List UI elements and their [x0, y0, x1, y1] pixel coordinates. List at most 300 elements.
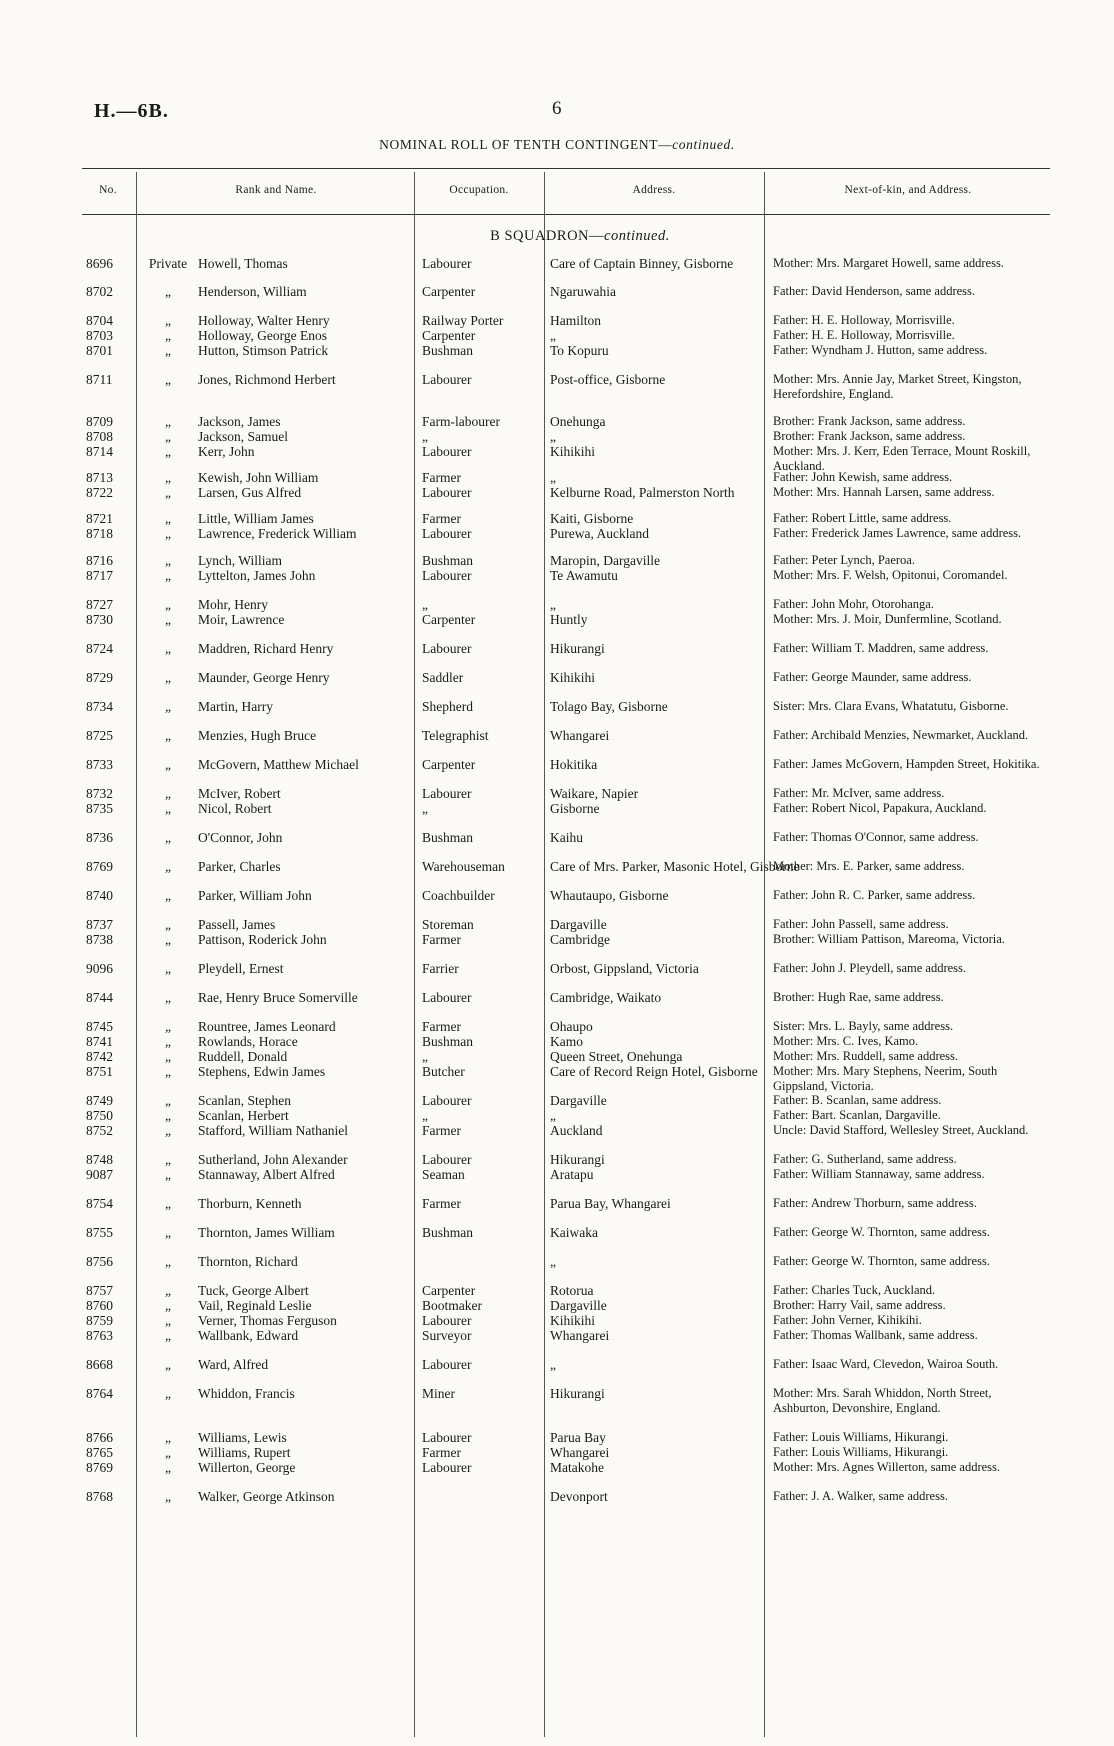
- roll-number: 8708: [86, 429, 113, 444]
- address: Care of Mrs. Parker, Masonic Hotel, Gisborne: [550, 859, 800, 874]
- address: Kaiwaka: [550, 1225, 598, 1240]
- name: Larsen, Gus Alfred: [198, 485, 302, 500]
- name: McGovern, Matthew Michael: [198, 757, 359, 772]
- rank: „: [165, 470, 171, 485]
- name: Jones, Richmond Herbert: [198, 372, 336, 387]
- address: Kamo: [550, 1034, 583, 1049]
- rank: „: [165, 1093, 171, 1108]
- next-of-kin: Brother: Hugh Rae, same address.: [773, 990, 944, 1004]
- roll-number: 9087: [86, 1167, 113, 1182]
- name: Scanlan, Herbert: [198, 1108, 289, 1123]
- rank: „: [165, 990, 171, 1005]
- address: „: [550, 470, 556, 485]
- next-of-kin: Father: William Stannaway, same address.: [773, 1167, 985, 1181]
- address: Dargaville: [550, 1298, 607, 1313]
- address: Kihikihi: [550, 1313, 596, 1328]
- name: Ruddell, Donald: [198, 1049, 288, 1064]
- next-of-kin: Brother: Frank Jackson, same address.: [773, 429, 966, 443]
- name: Pleydell, Ernest: [198, 961, 284, 976]
- address: Queen Street, Onehunga: [550, 1049, 683, 1064]
- address: Care of Record Reign Hotel, Gisborne: [550, 1064, 758, 1079]
- address: Waikare, Napier: [550, 786, 639, 801]
- column-divider: [544, 172, 545, 1737]
- page-number: 6: [552, 98, 562, 119]
- rank: „: [165, 859, 171, 874]
- series-code: H.—6B.: [94, 100, 169, 122]
- rank: „: [165, 444, 171, 459]
- address: Parua Bay: [550, 1430, 606, 1445]
- address: Cambridge: [550, 932, 610, 947]
- name: Tuck, George Albert: [198, 1283, 309, 1298]
- next-of-kin: Father: H. E. Holloway, Morrisville.: [773, 313, 955, 327]
- occupation: Farmer: [422, 932, 461, 947]
- address: „: [550, 597, 556, 612]
- rank: „: [165, 1328, 171, 1343]
- next-of-kin: Father: Bart. Scanlan, Dargaville.: [773, 1108, 941, 1122]
- next-of-kin: Mother: Mrs. F. Welsh, Opitonui, Coromandel.: [773, 568, 1008, 582]
- next-of-kin: Father: Frederick James Lawrence, same address.: [773, 526, 1022, 540]
- name: Williams, Lewis: [198, 1430, 287, 1445]
- next-of-kin: Father: George W. Thornton, same address.: [773, 1254, 990, 1268]
- rank: „: [165, 830, 171, 845]
- address: Kihikihi: [550, 670, 596, 685]
- page-title: [0, 137, 1114, 153]
- rank: „: [165, 526, 171, 541]
- address: Hamilton: [550, 313, 601, 328]
- occupation: Saddler: [422, 670, 464, 685]
- occupation: Bushman: [422, 343, 474, 358]
- next-of-kin: Mother: Mrs. Margaret Howell, same address.: [773, 256, 1004, 270]
- next-of-kin: Mother: Mrs. Agnes Willerton, same address.: [773, 1460, 1001, 1474]
- column-header-address: Address.: [632, 184, 676, 196]
- roll-number: 8702: [86, 284, 113, 299]
- next-of-kin: Brother: Harry Vail, same address.: [773, 1298, 946, 1312]
- address: Rotorua: [550, 1283, 594, 1298]
- rank: „: [165, 1167, 171, 1182]
- name: Mohr, Henry: [198, 597, 268, 612]
- rank: „: [165, 1445, 171, 1460]
- name: McIver, Robert: [198, 786, 281, 801]
- next-of-kin: Father: Thomas O'Connor, same address.: [773, 830, 979, 844]
- rank: „: [165, 1460, 171, 1475]
- roll-number: 8740: [86, 888, 113, 903]
- roll-number: 8769: [86, 859, 113, 874]
- occupation: Labourer: [422, 990, 472, 1005]
- rank: „: [165, 1313, 171, 1328]
- name: Stannaway, Albert Alfred: [198, 1167, 335, 1182]
- address: Hokitika: [550, 757, 598, 772]
- rank: „: [165, 917, 171, 932]
- rank: „: [165, 670, 171, 685]
- address: Orbost, Gippsland, Victoria: [550, 961, 699, 976]
- occupation: Labourer: [422, 1357, 472, 1372]
- address: „: [550, 328, 556, 343]
- roll-number: 8766: [86, 1430, 113, 1445]
- page-title-continued: continued.: [672, 137, 735, 152]
- rank: „: [165, 757, 171, 772]
- next-of-kin: Father: John Kewish, same address.: [773, 470, 953, 484]
- name: Parker, William John: [198, 888, 312, 903]
- roll-number: 8718: [86, 526, 113, 541]
- occupation: Carpenter: [422, 328, 476, 343]
- roll-number: 8709: [86, 414, 113, 429]
- roll-number: 8764: [86, 1386, 113, 1401]
- occupation: Labourer: [422, 444, 472, 459]
- occupation: Labourer: [422, 485, 472, 500]
- occupation: Farmer: [422, 1019, 461, 1034]
- rank: „: [165, 932, 171, 947]
- address: Kaiti, Gisborne: [550, 511, 634, 526]
- address: Care of Captain Binney, Gisborne: [550, 256, 734, 271]
- address: Te Awamutu: [550, 568, 618, 583]
- roll-number: 8711: [86, 372, 113, 387]
- next-of-kin: Brother: Frank Jackson, same address.: [773, 414, 966, 428]
- occupation: Farmer: [422, 1123, 461, 1138]
- rank: „: [165, 786, 171, 801]
- rank: „: [165, 1357, 171, 1372]
- name: Willerton, George: [198, 1460, 296, 1475]
- next-of-kin: Father: John J. Pleydell, same address.: [773, 961, 967, 975]
- rank: „: [165, 1064, 171, 1079]
- next-of-kin: Brother: William Pattison, Mareoma, Victoria.: [773, 932, 1005, 946]
- name: Thornton, James William: [198, 1225, 335, 1240]
- rank: „: [165, 699, 171, 714]
- address: Gisborne: [550, 801, 600, 816]
- next-of-kin: Father: G. Sutherland, same address.: [773, 1152, 957, 1166]
- rank: „: [165, 328, 171, 343]
- name: Williams, Rupert: [198, 1445, 291, 1460]
- roll-number: 8748: [86, 1152, 113, 1167]
- name: Passell, James: [198, 917, 276, 932]
- name: Walker, George Atkinson: [198, 1489, 335, 1504]
- occupation: Farm-labourer: [422, 414, 500, 429]
- rank: „: [165, 1298, 171, 1313]
- roll-number: 8735: [86, 801, 113, 816]
- rank: „: [165, 511, 171, 526]
- name: Sutherland, John Alexander: [198, 1152, 348, 1167]
- roll-number: 8760: [86, 1298, 113, 1313]
- occupation: Farrier: [422, 961, 459, 976]
- name: Nicol, Robert: [198, 801, 272, 816]
- name: Lawrence, Frederick William: [198, 526, 357, 541]
- occupation: Railway Porter: [422, 313, 504, 328]
- roll-number: 8734: [86, 699, 113, 714]
- roll-number: 8701: [86, 343, 113, 358]
- next-of-kin: Mother: Mrs. J. Kerr, Eden Terrace, Mount Roskill, Auckland.: [773, 444, 1031, 473]
- next-of-kin: Father: George Maunder, same address.: [773, 670, 972, 684]
- name: Thorburn, Kenneth: [198, 1196, 302, 1211]
- rank: „: [165, 1049, 171, 1064]
- next-of-kin: Father: Andrew Thorburn, same address.: [773, 1196, 977, 1210]
- rank: „: [165, 343, 171, 358]
- next-of-kin: Father: David Henderson, same address.: [773, 284, 976, 298]
- rank: „: [165, 1108, 171, 1123]
- rank: „: [165, 553, 171, 568]
- name: Maddren, Richard Henry: [198, 641, 334, 656]
- occupation: Bushman: [422, 830, 474, 845]
- roll-number: 8765: [86, 1445, 113, 1460]
- next-of-kin: Father: B. Scanlan, same address.: [773, 1093, 942, 1107]
- column-header-rank-name: Rank and Name.: [235, 184, 317, 196]
- address: Maropin, Dargaville: [550, 553, 660, 568]
- next-of-kin: Father: William T. Maddren, same address.: [773, 641, 989, 655]
- occupation: Labourer: [422, 568, 472, 583]
- next-of-kin: Father: Wyndham J. Hutton, same address.: [773, 343, 988, 357]
- address: Whangarei: [550, 728, 610, 743]
- roll-number: 8727: [86, 597, 113, 612]
- next-of-kin: Father: John Verner, Kihikihi.: [773, 1313, 922, 1327]
- name: Rae, Henry Bruce Somerville: [198, 990, 358, 1005]
- roll-number: 8751: [86, 1064, 113, 1079]
- name: Lyttelton, James John: [198, 568, 316, 583]
- occupation: Butcher: [422, 1064, 465, 1079]
- rank: „: [165, 1489, 171, 1504]
- roll-number: 8750: [86, 1108, 113, 1123]
- next-of-kin: Mother: Mrs. Ruddell, same address.: [773, 1049, 959, 1063]
- column-divider: [136, 172, 137, 1737]
- occupation: Carpenter: [422, 284, 476, 299]
- rank: „: [165, 1254, 171, 1269]
- next-of-kin: Father: Charles Tuck, Auckland.: [773, 1283, 936, 1297]
- next-of-kin: Mother: Mrs. Sarah Whiddon, North Street, Ashburton, Devonshire, England.: [773, 1386, 992, 1415]
- address: Hikurangi: [550, 1152, 605, 1167]
- roll-number: 8729: [86, 670, 113, 685]
- next-of-kin: Father: Robert Little, same address.: [773, 511, 952, 525]
- address: Kelburne Road, Palmerston North: [550, 485, 735, 500]
- name: Rountree, James Leonard: [198, 1019, 336, 1034]
- roll-number: 8704: [86, 313, 113, 328]
- occupation: Labourer: [422, 1313, 472, 1328]
- roll-number: 8757: [86, 1283, 113, 1298]
- rank: „: [165, 284, 171, 299]
- next-of-kin: Father: James McGovern, Hampden Street, Hokitika.: [773, 757, 1040, 771]
- next-of-kin: Mother: Mrs. Annie Jay, Market Street, Kingston, Herefordshire, England.: [773, 372, 1022, 401]
- name: Holloway, Walter Henry: [198, 313, 330, 328]
- address: Hikurangi: [550, 641, 605, 656]
- rank: „: [165, 414, 171, 429]
- rank: „: [165, 1019, 171, 1034]
- column-header-occupation: Occupation.: [449, 184, 509, 196]
- roll-number: 8754: [86, 1196, 113, 1211]
- column-header-no: No.: [99, 184, 117, 196]
- column-divider: [764, 172, 765, 1737]
- roll-number: 8703: [86, 328, 113, 343]
- next-of-kin: Father: Robert Nicol, Papakura, Auckland.: [773, 801, 987, 815]
- rank: Private: [148, 256, 188, 271]
- next-of-kin: Mother: Mrs. C. Ives, Kamo.: [773, 1034, 919, 1048]
- rank: „: [165, 372, 171, 387]
- address: Parua Bay, Whangarei: [550, 1196, 671, 1211]
- roll-number: 8722: [86, 485, 113, 500]
- address: Dargaville: [550, 1093, 607, 1108]
- section-continued: continued.: [604, 228, 670, 244]
- address: „: [550, 1357, 556, 1372]
- next-of-kin: Father: J. A. Walker, same address.: [773, 1489, 948, 1503]
- occupation: Labourer: [422, 786, 472, 801]
- rank: „: [165, 1225, 171, 1240]
- name: Stafford, William Nathaniel: [198, 1123, 349, 1138]
- rank: „: [165, 597, 171, 612]
- next-of-kin: Father: Louis Williams, Hikurangi.: [773, 1430, 949, 1444]
- roll-number: 8768: [86, 1489, 113, 1504]
- occupation: Shepherd: [422, 699, 473, 714]
- occupation: Bootmaker: [422, 1298, 482, 1313]
- name: Jackson, James: [198, 414, 281, 429]
- rank: „: [165, 313, 171, 328]
- address: „: [550, 1108, 556, 1123]
- rank: „: [165, 485, 171, 500]
- rank: „: [165, 1283, 171, 1298]
- roll-number: 8736: [86, 830, 113, 845]
- rank: „: [165, 888, 171, 903]
- next-of-kin: Father: George W. Thornton, same address.: [773, 1225, 990, 1239]
- rank: „: [165, 641, 171, 656]
- roll-number: 8725: [86, 728, 113, 743]
- roll-number: 8668: [86, 1357, 113, 1372]
- name: Thornton, Richard: [198, 1254, 298, 1269]
- address: „: [550, 429, 556, 444]
- address: Onehunga: [550, 414, 606, 429]
- occupation: Labourer: [422, 641, 472, 656]
- occupation: Surveyor: [422, 1328, 472, 1343]
- name: Rowlands, Horace: [198, 1034, 298, 1049]
- name: Stephens, Edwin James: [198, 1064, 326, 1079]
- next-of-kin: Father: H. E. Holloway, Morrisville.: [773, 328, 955, 342]
- name: Scanlan, Stephen: [198, 1093, 291, 1108]
- name: Ward, Alfred: [198, 1357, 269, 1372]
- address: Matakohe: [550, 1460, 604, 1475]
- rank: „: [165, 801, 171, 816]
- name: Lynch, William: [198, 553, 282, 568]
- occupation: „: [422, 1108, 428, 1123]
- name: Vail, Reginald Leslie: [198, 1298, 312, 1313]
- roll-number: 8733: [86, 757, 113, 772]
- roll-number: 8738: [86, 932, 113, 947]
- next-of-kin: Mother: Mrs. Hannah Larsen, same address.: [773, 485, 995, 499]
- rank: „: [165, 728, 171, 743]
- next-of-kin: Father: Archibald Menzies, Newmarket, Auckland.: [773, 728, 1029, 742]
- address: Cambridge, Waikato: [550, 990, 662, 1005]
- rank: „: [165, 1196, 171, 1211]
- occupation: Seaman: [422, 1167, 465, 1182]
- roll-number: 8756: [86, 1254, 113, 1269]
- occupation: Farmer: [422, 470, 461, 485]
- next-of-kin: Sister: Mrs. Clara Evans, Whatatutu, Gisborne.: [773, 699, 1009, 713]
- address: Whautaupo, Gisborne: [550, 888, 669, 903]
- occupation: Labourer: [422, 526, 472, 541]
- roll-number: 8745: [86, 1019, 113, 1034]
- occupation: Labourer: [422, 1093, 472, 1108]
- rank: „: [165, 1123, 171, 1138]
- occupation: Farmer: [422, 511, 461, 526]
- address: Tolago Bay, Gisborne: [550, 699, 668, 714]
- name: Howell, Thomas: [198, 256, 288, 271]
- name: Whiddon, Francis: [198, 1386, 295, 1401]
- occupation: „: [422, 429, 428, 444]
- address: Hikurangi: [550, 1386, 605, 1401]
- occupation: „: [422, 597, 428, 612]
- address: Kaihu: [550, 830, 583, 845]
- name: Jackson, Samuel: [198, 429, 288, 444]
- next-of-kin: Mother: Mrs. J. Moir, Dunfermline, Scotland.: [773, 612, 1002, 626]
- name: Wallbank, Edward: [198, 1328, 299, 1343]
- rank: „: [165, 568, 171, 583]
- roll-number: 8742: [86, 1049, 113, 1064]
- roll-number: 8759: [86, 1313, 113, 1328]
- roll-number: 8713: [86, 470, 113, 485]
- name: Holloway, George Enos: [198, 328, 327, 343]
- address: Aratapu: [550, 1167, 594, 1182]
- name: Pattison, Roderick John: [198, 932, 327, 947]
- name: Hutton, Stimson Patrick: [198, 343, 329, 358]
- roll-number: 8730: [86, 612, 113, 627]
- occupation: Labourer: [422, 1152, 472, 1167]
- roll-number: 8744: [86, 990, 113, 1005]
- table-top-rule: [82, 168, 1050, 169]
- next-of-kin: Father: Louis Williams, Hikurangi.: [773, 1445, 949, 1459]
- address: Ohaupo: [550, 1019, 593, 1034]
- occupation: Carpenter: [422, 1283, 476, 1298]
- occupation: Labourer: [422, 1460, 472, 1475]
- name: Little, William James: [198, 511, 314, 526]
- occupation: „: [422, 801, 428, 816]
- occupation: Labourer: [422, 1430, 472, 1445]
- name: Martin, Harry: [198, 699, 273, 714]
- next-of-kin: Mother: Mrs. E. Parker, same address.: [773, 859, 965, 873]
- next-of-kin: Father: Isaac Ward, Clevedon, Wairoa South.: [773, 1357, 999, 1371]
- roll-number: 8749: [86, 1093, 113, 1108]
- address: „: [550, 1254, 556, 1269]
- next-of-kin: Uncle: David Stafford, Wellesley Street, Auckland.: [773, 1123, 1029, 1137]
- rank: „: [165, 1430, 171, 1445]
- next-of-kin: Mother: Mrs. Mary Stephens, Neerim, South Gippsland, Victoria.: [773, 1064, 998, 1093]
- occupation: Carpenter: [422, 612, 476, 627]
- roll-number: 8763: [86, 1328, 113, 1343]
- address: Devonport: [550, 1489, 608, 1504]
- occupation: Bushman: [422, 1034, 474, 1049]
- section-heading: [430, 228, 730, 245]
- section-label: B SQUADRON—: [490, 228, 605, 244]
- occupation: Carpenter: [422, 757, 476, 772]
- roll-number: 9096: [86, 961, 113, 976]
- occupation: „: [422, 1049, 428, 1064]
- name: O'Connor, John: [198, 830, 283, 845]
- occupation: Warehouseman: [422, 859, 505, 874]
- name: Verner, Thomas Ferguson: [198, 1313, 337, 1328]
- occupation: Labourer: [422, 256, 472, 271]
- roll-number: 8696: [86, 256, 113, 271]
- rank: „: [165, 961, 171, 976]
- next-of-kin: Father: Peter Lynch, Paeroa.: [773, 553, 915, 567]
- next-of-kin: Father: John Mohr, Otorohanga.: [773, 597, 934, 611]
- name: Parker, Charles: [198, 859, 281, 874]
- roll-number: 8732: [86, 786, 113, 801]
- name: Henderson, William: [198, 284, 307, 299]
- roll-number: 8737: [86, 917, 113, 932]
- address: Whangarei: [550, 1328, 610, 1343]
- address: Auckland: [550, 1123, 603, 1138]
- roll-number: 8724: [86, 641, 113, 656]
- address: Post-office, Gisborne: [550, 372, 666, 387]
- occupation: Storeman: [422, 917, 474, 932]
- occupation: Farmer: [422, 1196, 461, 1211]
- roll-number: 8752: [86, 1123, 113, 1138]
- rank: „: [165, 1386, 171, 1401]
- occupation: Farmer: [422, 1445, 461, 1460]
- address: Ngaruwahia: [550, 284, 616, 299]
- rank: „: [165, 612, 171, 627]
- address: Whangarei: [550, 1445, 610, 1460]
